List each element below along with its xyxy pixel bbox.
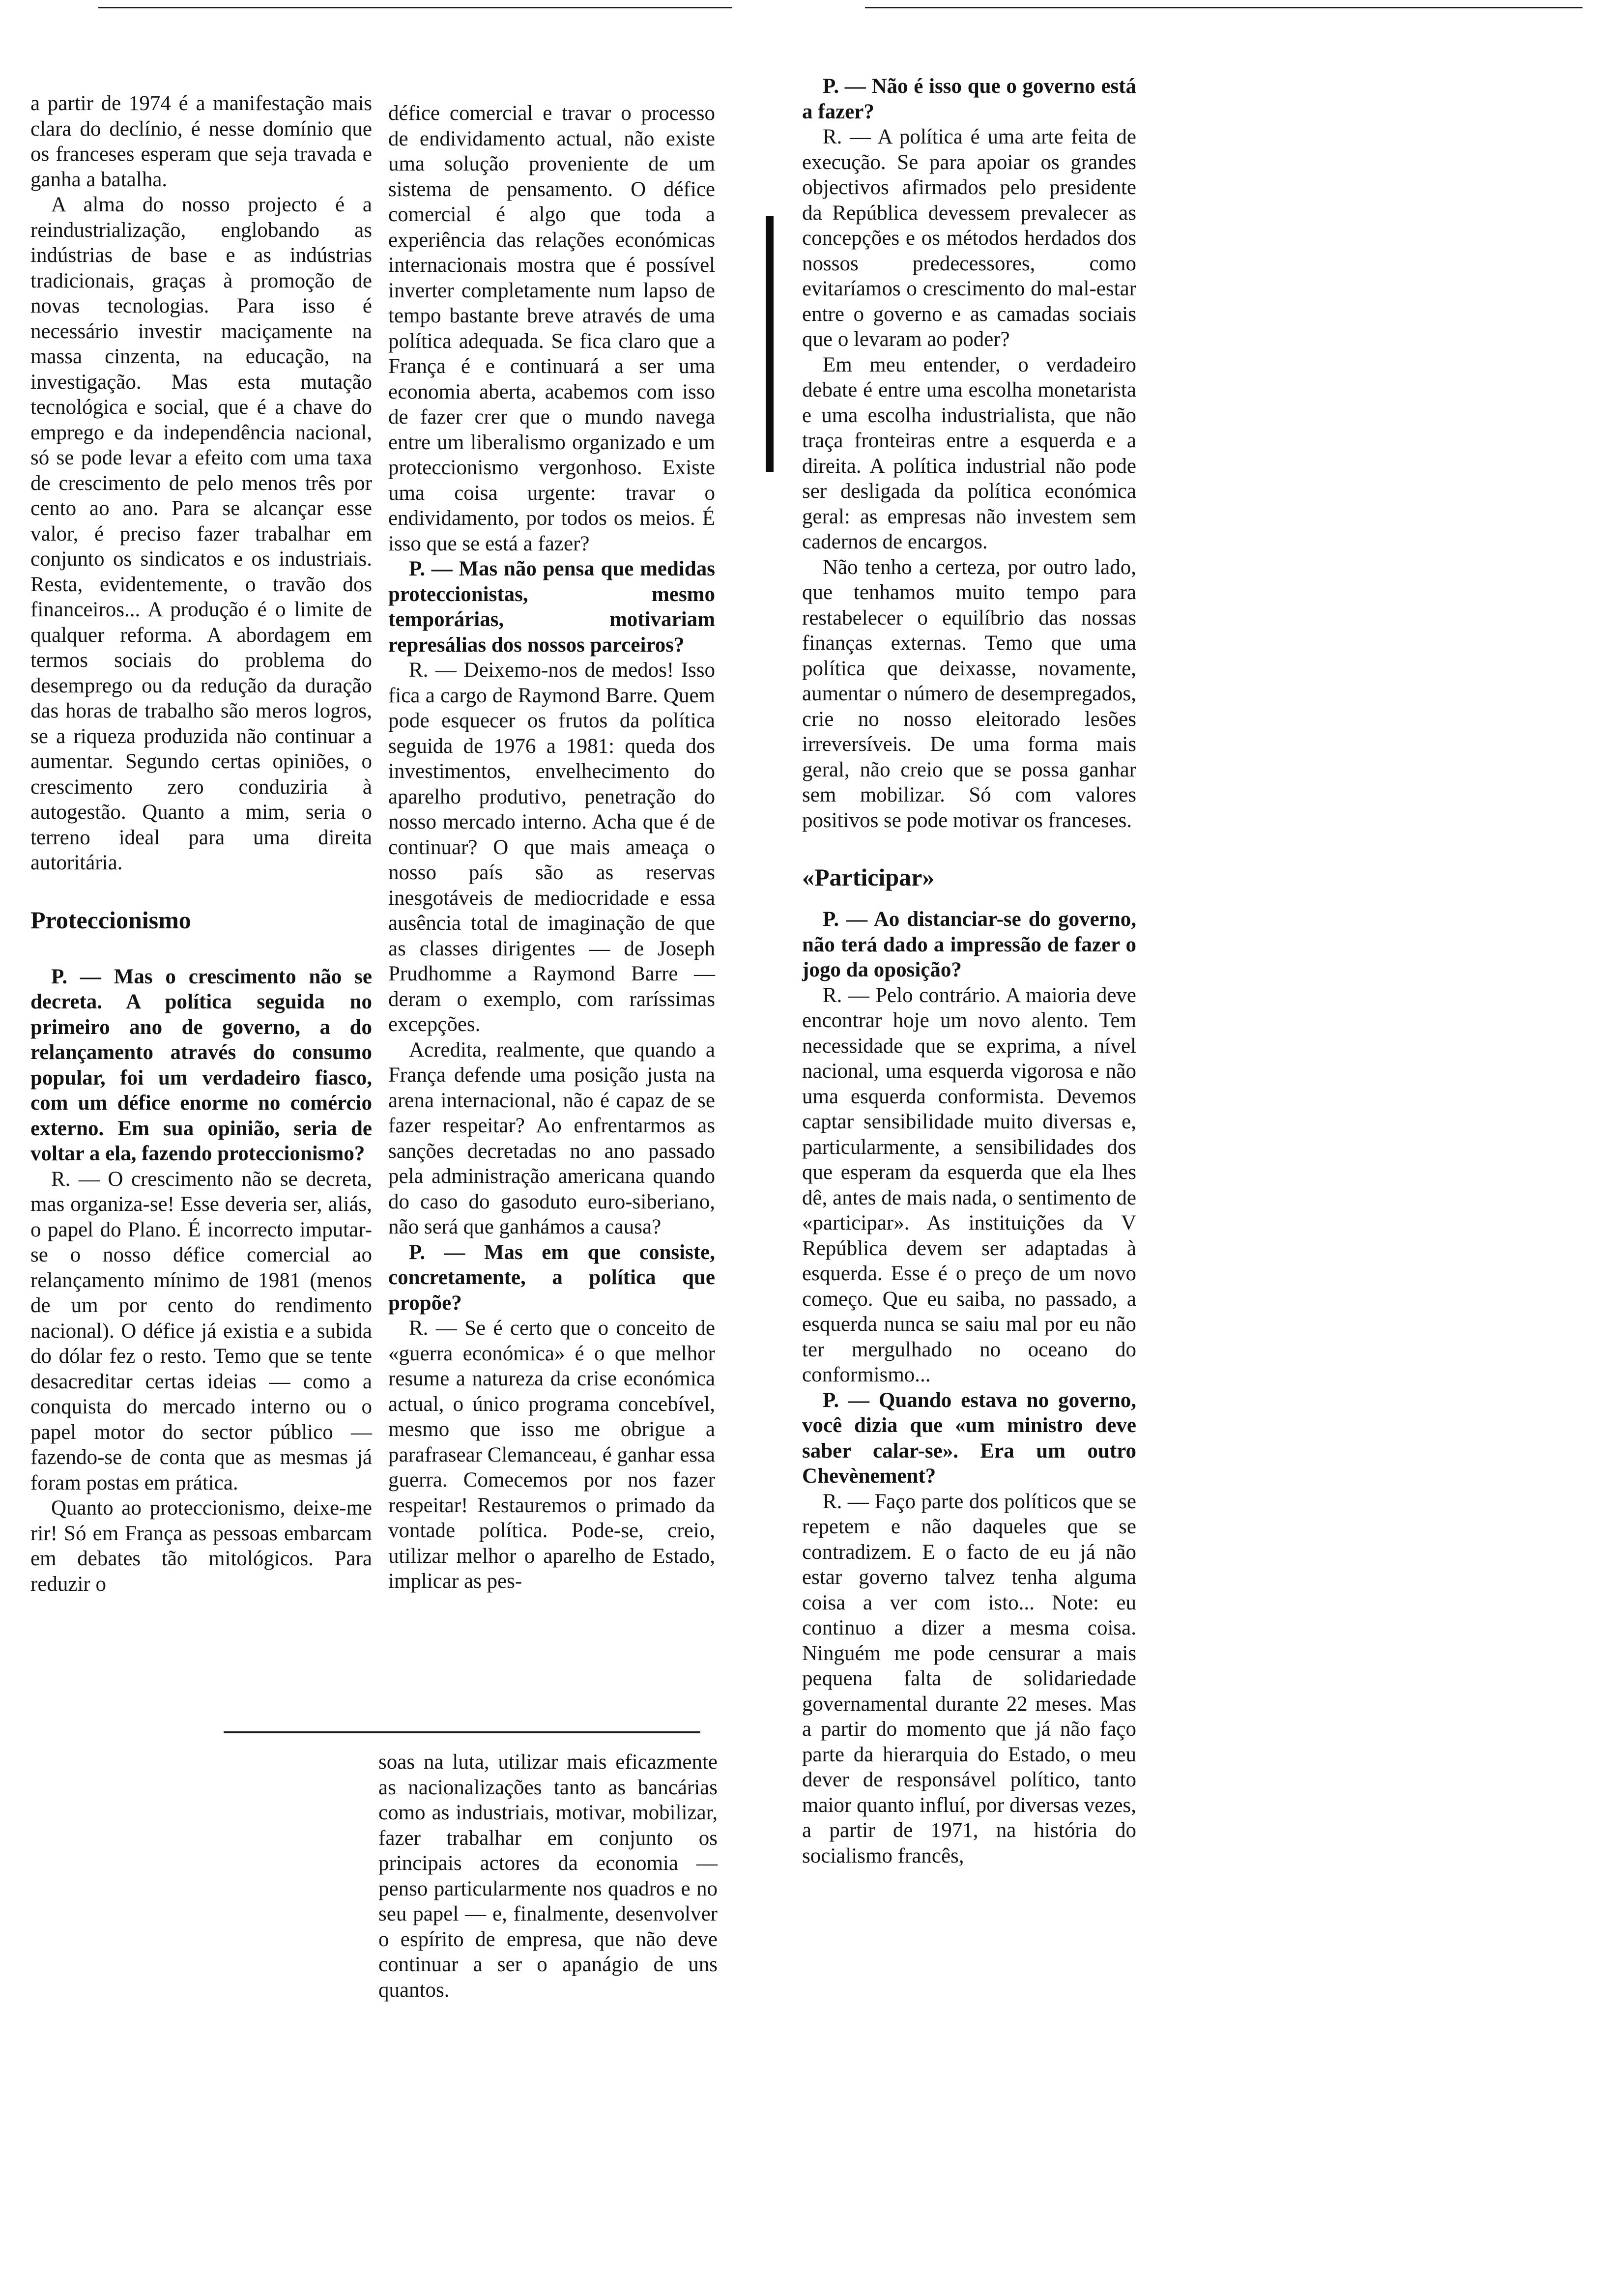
section-heading: «Participar» bbox=[802, 863, 935, 891]
top-rule-left bbox=[98, 7, 732, 8]
answer: R. — Pelo contrário. A maioria deve encontrar hoje um novo alento. Tem necessidade que se exprima, a nível nacional, uma esquerda vigorosa e não uma esquerda conformista. Devemos captar sensibilidade muito diversas e, particularmente, a sensibilidades dos que esperam da esquerda que ela lhes dê, antes de mais nada, o sentimento de «participar». As instituições da V República devem ser adaptadas à esquerda. Esse é o preço de um novo começo. Que eu saiba, no passado, a esquerda nunca se saiu mal por eu não ter mergulhado no oceano do conformismo... bbox=[802, 983, 1136, 1386]
paragraph: défice comercial e travar o processo de endividamento actual, não existe uma solução proveniente de um sistema de pensamento. O défice comercial é algo que toda a experiência das relações económicas internacionais mostra que é possível inverter completamente num lapso de tempo bastante breve através de uma política adequada. Se fica claro que a França é e continuará a ser uma economia aberta, acabemos com isso de fazer crer que o mundo navega entre um liberalismo organizado e um proteccionismo vergonhoso. Existe uma coisa urgente: travar o endividamento, por todos os meios. É isso que se está a fazer? bbox=[388, 102, 715, 555]
paragraph: A alma do nosso projecto é a reindustrialização, englobando as indústrias de base e as indústrias tradicionais, graças à promoção de novas tecnologias. Para isso é necessário investir maciçamente na massa cinzenta, na educação, na investigação. Mas esta mutação tecnológica e social, que é a chave do emprego e da independência nacional, só se pode levar a efeito com uma taxa de crescimento de pelo menos três por cento ao ano. Para se alcançar esse valor, é preciso fazer trabalhar em conjunto os sindicatos e os industriais. Resta, evidentemente, o travão dos financeiros... A produção é o limite de qualquer reforma. A abordagem em termos sociais do problema do desemprego ou da redução da duração das horas de trabalho são meros logros, se a riqueza produzida não continuar a aumentar. Segundo certas opiniões, o crescimento zero conduziria à autogestão. Quanto a mim, seria o terreno ideal para uma direita autoritária. bbox=[30, 193, 372, 874]
article-column-1 bbox=[30, 91, 372, 1597]
paragraph: Quanto ao proteccionismo, deixe-me rir! Só em França as pessoas embarcam em debates tão mitológicos. Para reduzir o bbox=[30, 1496, 372, 1596]
question: P. — Quando estava no governo, você dizia que «um ministro deve saber calar-se». Era um outro Chevènement? bbox=[802, 1388, 1136, 1488]
question: P. — Ao distanciar-se do governo, não terá dado a impressão de fazer o jogo da oposição? bbox=[802, 908, 1136, 981]
mid-rule bbox=[224, 1731, 700, 1733]
section-heading: Proteccionismo bbox=[30, 906, 191, 934]
answer: R. — Deixemo-nos de medos! Isso fica a cargo de Raymond Barre. Quem pode esquecer os frutos da política seguida de 1976 a 1981: queda dos investimentos, envelhecimento do aparelho produtivo, penetração do nosso mercado interno. Acha que é de continuar? O que mais ameaça o nosso país são as reservas inesgotáveis de mediocridade e essa ausência total de imaginação de que as classes dirigentes — de Joseph Prudhomme a Raymond Barre — deram o exemplo, com raríssimas excepções. bbox=[388, 659, 715, 1036]
paragraph: a partir de 1974 é a manifestação mais clara do declínio, é nesse domínio que os franceses esperam que seja travada e ganha a batalha. bbox=[30, 92, 372, 191]
ink-smudge-bar bbox=[766, 216, 774, 472]
answer: R. — Se é certo que o conceito de «guerra económica» é o que melhor resume a natureza da crise económica actual, o único programa concebível, mesmo que isso me obrigue a parafrasear Clemanceau, é ganhar essa guerra. Comecemos por nos fazer respeitar! Restauremos o primado da vontade política. Pode-se, creio, utilizar melhor o aparelho de Estado, implicar as pes- bbox=[388, 1317, 715, 1593]
paragraph: Em meu entender, o verdadeiro debate é entre uma escolha monetarista e uma escolha industrialista, que não traça fronteiras entre a esquerda e a direita. A política industrial não pode ser desligada da política económica geral: as empresas não investem sem cadernos de encargos. bbox=[802, 353, 1136, 553]
top-rule-right bbox=[865, 7, 1583, 8]
article-column-4 bbox=[378, 1750, 718, 2003]
question: P. — Não é isso que o governo está a fazer? bbox=[802, 75, 1136, 123]
article-column-3 bbox=[802, 74, 1136, 1868]
question: P. — Mas o crescimento não se decreta. A política seguida no primeiro ano de governo, a do relançamento através do consumo popular, foi um verdadeiro fiasco, com um défice enorme no comércio externo. Em sua opinião, seria de voltar a ela, fazendo proteccionismo? bbox=[30, 965, 372, 1165]
answer: R. — O crescimento não se decreta, mas organiza-se! Esse deveria ser, aliás, o papel do Plano. É incorrecto imputar-se o nosso défice comercial ao relançamento mínimo de 1981 (menos de um por cento do rendimento nacional). O défice já existia e a subida do dólar fez o resto. Temo que se tente desacreditar certas ideias — como a conquista do mercado interno ou o papel motor do sector público — fazendo-se de conta que as mesmas já foram postas em prática. bbox=[30, 1167, 372, 1494]
paragraph: soas na luta, utilizar mais eficazmente as nacionalizações tanto as bancárias como as industriais, motivar, mobilizar, fazer trabalhar em conjunto os principais actores da economia — penso particularmente nos quadros e no seu papel — e, finalmente, desenvolver o espírito de empresa, que não deve continuar a ser o apanágio de uns quantos. bbox=[378, 1751, 718, 2002]
question: P. — Mas em que consiste, concretamente, a política que propõe? bbox=[388, 1240, 715, 1315]
article-column-2 bbox=[388, 101, 715, 1594]
answer: R. — A política é uma arte feita de execução. Se para apoiar os grandes objectivos afirmados pelo presidente da República devessem prevalecer as concepções e os métodos herdados dos nossos predecessores, como evitaríamos o crescimento do mal-estar entre o governo e as camadas sociais que o levaram ao poder? bbox=[802, 125, 1136, 351]
answer: R. — Faço parte dos políticos que se repetem e não daqueles que se contradizem. E o facto de eu já não estar governo talvez tenha alguma coisa a ver com isto... Note: eu continuo a dizer a mesma coisa. Ninguém me pode censurar a mais pequena falta de solidariedade governamental durante 22 meses. Mas a partir do momento que já não faço parte da hierarquia do Estado, o meu dever de responsável político, tanto maior quanto influí, por diversas vezes, a partir de 1971, na história do socialismo francês, bbox=[802, 1490, 1136, 1867]
question: P. — Mas não pensa que medidas proteccionistas, mesmo temporárias, motivariam represálias dos nossos parceiros? bbox=[388, 557, 715, 657]
paragraph: Acredita, realmente, que quando a França defende uma posição justa na arena internacional, não é capaz de se fazer respeitar? Ao enfrentarmos as sanções decretadas no ano passado pela administração americana quando do caso do gasoduto euro-siberiano, não será que ganhámos a causa? bbox=[388, 1038, 715, 1238]
paragraph: Não tenho a certeza, por outro lado, que tenhamos muito tempo para restabelecer o equilíbrio das nossas finanças externas. Temo que uma política que deixasse, novamente, aumentar o número de desempregados, crie no nosso eleitorado lesões irreversíveis. De uma forma mais geral, não creio que se possa ganhar sem mobilizar. Só com valores positivos se pode motivar os franceses. bbox=[802, 555, 1136, 832]
